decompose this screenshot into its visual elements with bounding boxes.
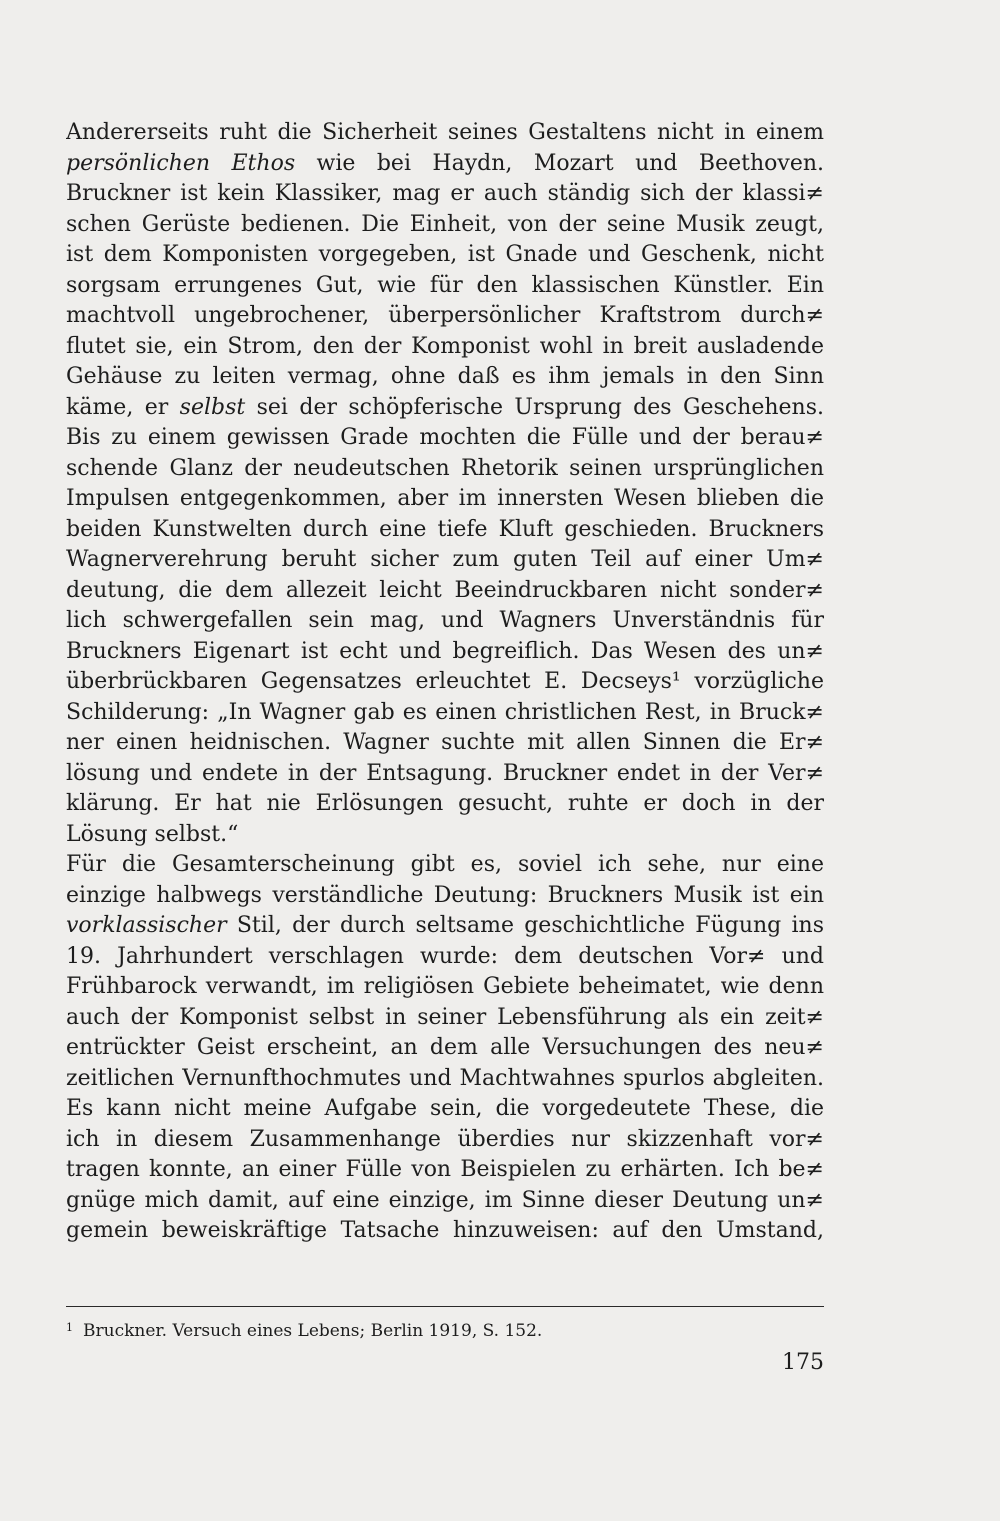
text-line (66, 1155, 824, 1186)
text-line (66, 576, 824, 607)
text-segment: sorgsam errungenes Gut, wie für den klassischen Künstler. Ein (66, 272, 824, 298)
text-line (66, 240, 824, 271)
text-segment: käme, er (66, 394, 180, 420)
text-segment: Frühbarock verwandt, im religiösen Gebiete beheimatet, wie denn (66, 974, 824, 999)
text-segment: Impulsen entgegenkommen, aber im innersten Wesen blieben die (66, 486, 824, 511)
text-line (66, 759, 824, 790)
text-segment: Lösung selbst.“ (66, 821, 239, 847)
text-segment: 19. Jahrhundert verschlagen wurde: dem deutschen Vor≠ und (66, 943, 824, 969)
text-segment: Gehäuse zu leiten vermag, ohne daß es ihm jemals in den Sinn (66, 364, 824, 389)
text-line (66, 942, 824, 973)
text-line (66, 881, 824, 912)
text-line (66, 698, 824, 729)
text-line (66, 362, 824, 393)
page-number: 175 (782, 1350, 824, 1375)
text-segment: ner einen heidnischen. Wagner suchte mit allen Sinnen die Er≠ (66, 730, 824, 755)
text-segment: Bruckner ist kein Klassiker, mag er auch ständig sich der klassi≠ (66, 181, 824, 206)
text-segment: lich schwergefallen sein mag, und Wagners Unverständnis für (66, 608, 824, 633)
text-segment: flutet sie, ein Strom, den der Komponist wohl in breit ausladende (66, 333, 824, 359)
text-segment: sei der schöpferische Ursprung des Geschehens. (245, 394, 824, 420)
text-line (66, 911, 824, 942)
text-line (66, 1064, 824, 1095)
text-line (66, 423, 824, 454)
text-segment: schen Gerüste bedienen. Die Einheit, von der seine Musik zeugt, (66, 211, 824, 237)
text-segment: klärung. Er hat nie Erlösungen gesucht, ruhte er doch in der (66, 791, 824, 816)
text-line (66, 1216, 824, 1247)
text-segment: zeitlichen Vernunfthochmutes und Machtwahnes spurlos abgleiten. (66, 1065, 824, 1091)
text-line (66, 1186, 824, 1217)
body-text (66, 118, 824, 1247)
text-segment: Wagnerverehrung beruht sicher zum guten Teil auf einer Um≠ (66, 547, 824, 572)
text-segment: Stil, der durch seltsame geschichtliche Fügung ins (226, 913, 824, 938)
text-segment: Schilderung: „In Wagner gab es einen christlichen Rest, in Bruck≠ (66, 699, 824, 725)
emphasis: selbst (179, 394, 246, 420)
text-line (66, 545, 824, 576)
text-segment: auch der Komponist selbst in seiner Lebensführung als ein zeit≠ (66, 1004, 824, 1030)
text-line (66, 972, 824, 1003)
text-line (66, 484, 824, 515)
text-segment: schende Glanz der neudeutschen Rhetorik seinen ursprünglichen (66, 455, 824, 481)
footnote-rule (66, 1306, 824, 1307)
text-segment: entrückter Geist erscheint, an dem alle Versuchungen des neu≠ (66, 1035, 824, 1060)
text-segment: machtvoll ungebrochener, überpersönlicher Kraftstrom durch≠ (66, 303, 824, 328)
text-segment: lösung und endete in der Entsagung. Bruckner endet in der Ver≠ (66, 760, 824, 786)
text-line (66, 179, 824, 210)
text-line (66, 301, 824, 332)
text-segment: Es kann nicht meine Aufgabe sein, die vorgedeutete These, die (66, 1096, 824, 1121)
text-line (66, 637, 824, 668)
text-segment: Bruckners Eigenart ist echt und begreiflich. Das Wesen des un≠ (66, 638, 824, 664)
text-line (66, 210, 824, 241)
text-line (66, 454, 824, 485)
text-segment: wie bei Haydn, Mozart und Beethoven. (295, 150, 824, 176)
text-line (66, 820, 824, 851)
text-segment: einzige halbwegs verständliche Deutung: Bruckners Musik ist ein (66, 882, 824, 908)
footnote (66, 1316, 824, 1343)
text-line (66, 332, 824, 363)
text-segment: ich in diesem Zusammenhange überdies nur skizzenhaft vor≠ (66, 1126, 824, 1152)
text-line (66, 667, 824, 698)
text-line (66, 1033, 824, 1064)
footnote-text: Bruckner. Versuch eines Lebens; Berlin 1919, S. 152. (83, 1321, 543, 1341)
text-segment: gemein beweiskräftige Tatsache hinzuweisen: auf den Umstand, (66, 1218, 824, 1243)
text-segment: deutung, die dem allezeit leicht Beeindruckbaren nicht sonder≠ (66, 577, 824, 603)
text-segment: überbrückbaren Gegensatzes erleuchtet E. Decseys¹ vorzügliche (66, 669, 824, 694)
text-line (66, 515, 824, 546)
text-line (66, 850, 824, 881)
text-segment: Bis zu einem gewissen Grade mochten die Fülle und der berau≠ (66, 425, 824, 450)
text-segment: beiden Kunstwelten durch eine tiefe Kluft geschieden. Bruckners (66, 516, 824, 542)
text-line (66, 393, 824, 424)
text-segment: gnüge mich damit, auf eine einzige, im Sinne dieser Deutung un≠ (66, 1187, 824, 1213)
text-segment: tragen konnte, an einer Fülle von Beispielen zu erhärten. Ich be≠ (66, 1157, 824, 1182)
text-line (66, 1125, 824, 1156)
emphasis: persönlichen Ethos (66, 150, 296, 176)
text-line (66, 271, 824, 302)
text-line (66, 149, 824, 180)
text-line (66, 606, 824, 637)
text-segment: ist dem Komponisten vorgegeben, ist Gnade und Geschenk, nicht (66, 242, 824, 267)
text-line (66, 1003, 824, 1034)
text-segment: Andererseits ruht die Sicherheit seines Gestaltens nicht in einem (66, 120, 824, 145)
text-line (66, 118, 824, 149)
text-line (66, 789, 824, 820)
footnote-marker: 1 (66, 1321, 73, 1334)
text-line (66, 728, 824, 759)
emphasis: vorklassischer (66, 913, 227, 938)
text-line (66, 1094, 824, 1125)
text-segment: Für die Gesamterscheinung gibt es, soviel ich sehe, nur eine (66, 852, 824, 877)
